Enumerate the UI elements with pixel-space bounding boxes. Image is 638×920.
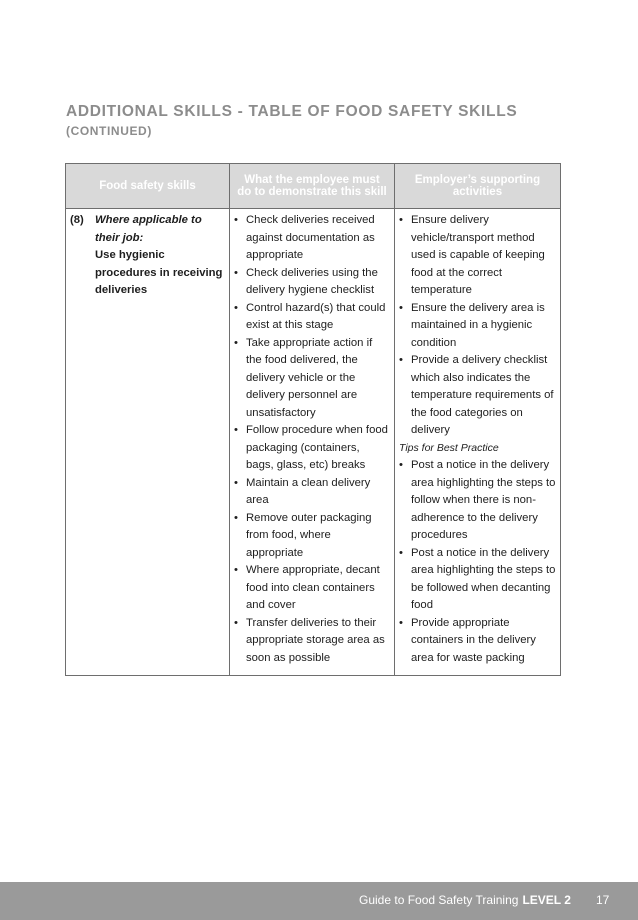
skill-intro: Where applicable to their job: (95, 214, 202, 244)
employer-activities-list (399, 212, 556, 440)
page-footer (0, 882, 638, 920)
employer-activities-cell (395, 209, 561, 676)
list-item: • Transfer deliveries to their appropriate storage area as soon as possible (234, 615, 390, 668)
footer-level: LEVEL 2 (522, 893, 571, 907)
skill-name: Use hygienic procedures in receiving deliveries (95, 249, 223, 296)
page-number: 17 (596, 893, 610, 907)
employee-actions-cell (230, 209, 395, 676)
list-item: • Check deliveries using the delivery hygiene checklist (234, 265, 390, 300)
page-title: ADDITIONAL SKILLS - TABLE OF FOOD SAFETY SKILLS (66, 103, 518, 120)
skill-cell (66, 209, 230, 676)
page-subtitle: (CONTINUED) (66, 124, 152, 138)
food-safety-skills-table (65, 163, 561, 676)
list-item: • Ensure the delivery area is maintained in a hygienic condition (399, 300, 556, 353)
list-item: • Take appropriate action if the food delivered, the delivery vehicle or the delivery personnel are unsatisfactory (234, 335, 390, 423)
footer-title (359, 893, 571, 907)
list-item: • Ensure delivery vehicle/transport method used is capable of keeping food at the correct temperature (399, 212, 556, 300)
table-header-row (66, 164, 561, 209)
footer-guide-text: Guide to Food Safety Training (359, 893, 519, 907)
table-row (66, 209, 561, 676)
header-employee-must-do: What the employee must do to demonstrate this skill (230, 164, 395, 209)
list-item: • Where appropriate, decant food into clean containers and cover (234, 562, 390, 615)
list-item: • Maintain a clean delivery area (234, 475, 390, 510)
list-item: • Provide appropriate containers in the delivery area for waste packing (399, 615, 556, 668)
list-item: • Remove outer packaging from food, where appropriate (234, 510, 390, 563)
tips-label: Tips for Best Practice (399, 441, 499, 454)
list-item: • Post a notice in the delivery area highlighting the steps to be followed when decanting food (399, 545, 556, 615)
header-employer-activities: Employer’s supporting activities (395, 164, 561, 209)
list-item: • Check deliveries received against documentation as appropriate (234, 212, 390, 265)
list-item: • Control hazard(s) that could exist at this stage (234, 300, 390, 335)
list-item: • Follow procedure when food packaging (containers, bags, glass, etc) breaks (234, 422, 390, 475)
list-item: • Post a notice in the delivery area highlighting the steps to follow when there is non-adherence to the delivery procedures (399, 457, 556, 545)
list-item: • Provide a delivery checklist which also indicates the temperature requirements of the food categories on delivery (399, 352, 556, 440)
employee-actions-list (234, 212, 390, 667)
skill-number: (8) (70, 214, 84, 226)
header-food-safety-skills: Food safety skills (66, 164, 230, 209)
tips-list (399, 457, 556, 667)
